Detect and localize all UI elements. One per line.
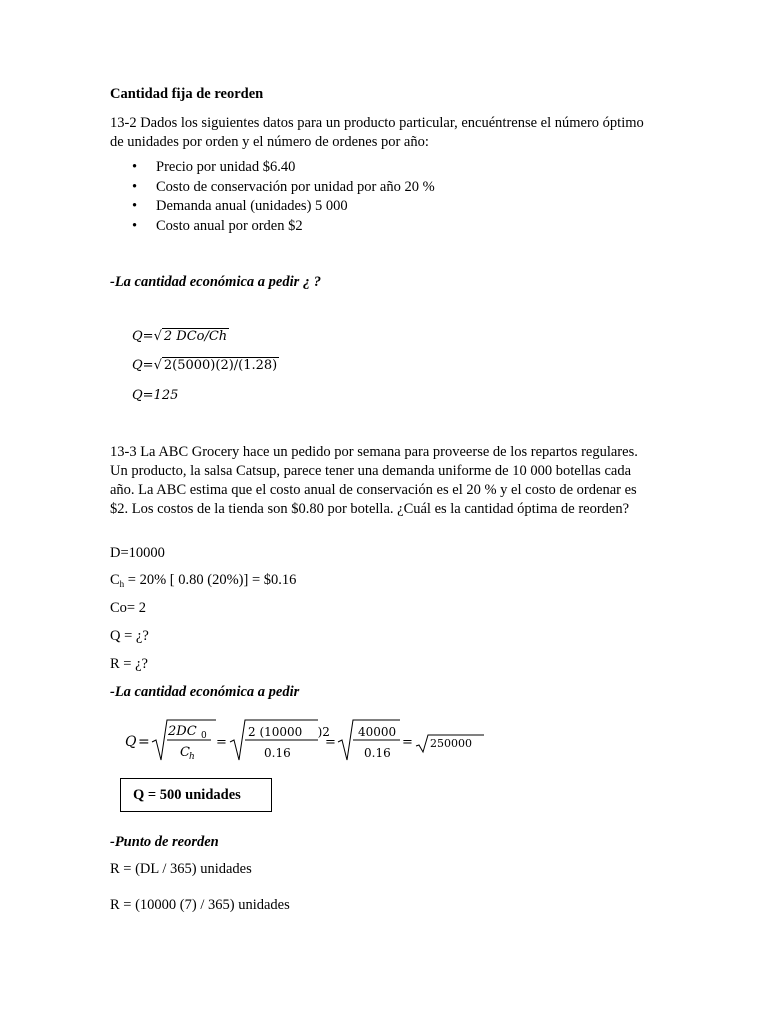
formula-q: Q [125,734,137,750]
eoq-formula [118,716,498,768]
bullet-item-price: • Precio por unidad $6.40 [110,158,435,178]
equation-1-lhs: Q [132,329,143,344]
formula-num2: 2 (10000 )2 [248,725,330,739]
equation-1: Q=√ 2 DCo/Ch [132,329,228,344]
formula-equals-2: = [216,735,227,750]
formula-den1: C [180,745,190,760]
formula-equals-1: = [138,734,150,750]
bullet-item-holding-cost: • Costo de conservación por unidad por año 20 % [110,178,435,198]
sqrt-icon: √ [153,329,162,344]
q-unknown-line: Q = ¿? [110,628,149,644]
ch-symbol: C [110,572,120,588]
problem-13-3-statement: 13-3 La ABC Grocery hace un pedido por semana para proveerse de los repartos regulares. Un producto, la salsa Catsup, parece tener una demanda uniforme de 10 000 botellas cada año. La ABC estima que el costo anual de conservación es el 20 % y el costo de ordenar es $2. Los costos de la tienda son $0.80 por botella. ¿Cuál es la cantidad óptima de reorden? [110,444,638,517]
bullet-item-demand: • Demanda anual (unidades) 5 000 [110,197,435,217]
reorder-formula-2: R = (10000 (7) / 365) unidades [110,897,290,913]
formula-num1: 2DC [168,724,197,739]
r-unknown-line: R = ¿? [110,656,148,672]
holding-cost-line [110,572,296,589]
bullet-item-order-cost: • Costo anual por orden $2 [110,217,435,237]
formula-num1-sub: 0 [201,731,207,741]
result-box [120,778,272,812]
formula-den1-sub: h [189,752,195,762]
equation-2-lhs: Q [132,358,143,373]
problem-13-2-statement: 13-2 Dados los siguientes datos para un producto particular, encuéntrense el número óptimo de unidades por orden y el número de ordenes por año: [110,115,644,150]
formula-num3: 40000 [358,725,397,739]
sqrt-icon: √ [153,358,162,373]
reorder-formula-1: R = (DL / 365) unidades [110,861,252,877]
formula-den3: 0.16 [364,746,391,760]
equation-2-radicand: 2(5000)(2)/(1.28) [163,358,278,373]
demand-line: D=10000 [110,545,165,561]
eoq-subheading-13-2: -La cantidad económica a pedir ¿ ? [110,274,322,290]
reorder-point-heading: -Punto de reorden [110,834,219,850]
ch-value: = 20% [ 0.80 (20%)] = $0.16 [124,572,297,588]
given-data-list [110,158,435,236]
equation-3: Q=125 [132,388,179,403]
formula-equals-4: = [402,735,413,750]
formula-equals-3: = [325,735,336,750]
equation-2: Q=√ 2(5000)(2)/(1.28) [132,358,278,373]
ch-subscript: h [119,579,125,589]
eoq-subheading-13-3: -La cantidad económica a pedir [110,684,300,700]
page-heading: Cantidad fija de reorden [110,86,264,102]
formula-radicand4: 250000 [430,737,472,750]
result-text: Q = 500 unidades [133,787,241,803]
order-cost-line: Co= 2 [110,600,146,616]
equation-1-radicand: 2 DCo/Ch [163,329,228,344]
formula-den2: 0.16 [264,746,291,760]
